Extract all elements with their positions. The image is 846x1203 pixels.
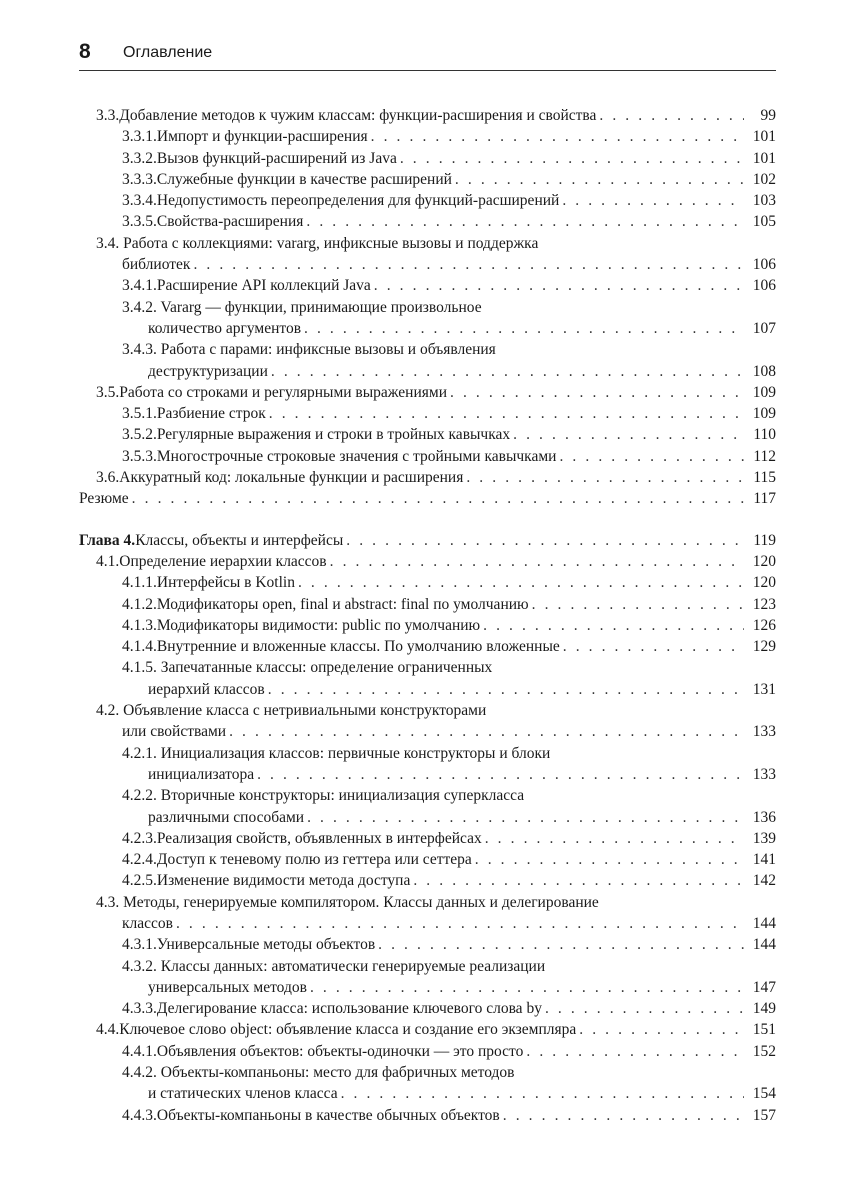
toc-entry-title: Классы данных: автоматически генерируемые реализации (160, 957, 546, 975)
toc-entry-number: 3.4.1. (122, 277, 157, 295)
toc-entry-page: 152 (752, 1042, 776, 1060)
toc-entry-title: Импорт и функции-расширения (156, 128, 368, 146)
toc-entry (79, 488, 776, 509)
toc-entry-title: Добавление методов к чужим классам: функции-расширения и свойства (119, 107, 597, 124)
toc-entry-page: 102 (752, 170, 776, 188)
toc-entry-title: Реализация свойств, объявленных в интерфейсах (156, 829, 482, 847)
toc-entry-page: 141 (752, 851, 776, 869)
toc-entry-title-continued: количество аргументов (148, 319, 302, 337)
toc-entry-number: 4.3.2. (122, 957, 157, 975)
toc-entry-number: 3.3. (96, 107, 120, 124)
toc-entry (79, 892, 776, 935)
toc-entry-number: 3.4. (96, 234, 120, 252)
toc-entry-title: Резюме (79, 490, 129, 508)
toc-entry-page: 151 (752, 1021, 776, 1039)
toc-entry-number: 3.5.3. (122, 447, 157, 465)
toc-entry-title: Модификаторы open, final и abstract: final по умолчанию (156, 595, 529, 613)
toc-entry (79, 657, 776, 700)
toc-entry (79, 339, 776, 382)
toc-entry-title: Регулярные выражения и строки в тройных кавычках (156, 426, 511, 444)
toc-entry-page: 110 (753, 426, 776, 444)
toc-entry-title-continued: инициализатора (148, 765, 255, 783)
toc-entry-page: 133 (752, 765, 776, 783)
toc-entry-number: 3.3.3. (122, 170, 157, 188)
toc-entry-title-continued: библиотек (122, 256, 191, 274)
toc-entry (79, 467, 776, 488)
toc-entry-title: Вторичные конструкторы: инициализация суперкласса (160, 787, 525, 805)
toc-entry (79, 403, 776, 424)
toc-entry-page: 149 (752, 1000, 776, 1018)
dot-leader (193, 254, 744, 275)
toc-entry-page: 147 (752, 978, 776, 996)
toc-entry-number: 4.1. (96, 552, 120, 570)
dot-leader (307, 807, 744, 828)
toc-entry-title: Изменение видимости метода доступа (156, 872, 411, 890)
toc-entry-title: Запечатанные классы: определение ограниченных (160, 659, 493, 677)
toc-entry-title-continued: и статических членов класса (148, 1085, 338, 1103)
toc-entry-title-continued: деструктуризации (148, 362, 268, 380)
toc-entry-title: Объекты-компаньоны в качестве обычных объектов (156, 1106, 500, 1124)
toc-entry-number: 3.3.5. (122, 213, 157, 231)
toc-entry-page: 123 (752, 595, 776, 613)
toc-entry-title-continued: или свойствами (122, 723, 227, 741)
dot-leader (450, 382, 744, 403)
toc-entry (79, 934, 776, 955)
toc-entry (79, 849, 776, 870)
toc-entry-number: 3.5.2. (122, 426, 157, 444)
toc-entry (79, 998, 776, 1019)
dot-leader (176, 913, 744, 934)
toc-entry-title: Инициализация классов: первичные конструкторы и блоки (160, 744, 551, 762)
dot-leader (563, 636, 744, 657)
toc-entry (79, 105, 776, 126)
dot-leader (371, 126, 744, 147)
toc-entry (79, 594, 776, 615)
dot-leader (513, 424, 744, 445)
toc-entry-number: 3.5. (96, 383, 120, 401)
toc-entry-page: 154 (752, 1085, 776, 1103)
toc-entry-number: 4.4.1. (122, 1042, 157, 1060)
toc-entry-page: 101 (752, 149, 776, 167)
toc-entry-page: 131 (752, 680, 776, 698)
toc-entry-title: Определение иерархии классов (119, 552, 327, 570)
toc-entry-number: 4.2.3. (122, 829, 157, 847)
dot-leader (562, 190, 744, 211)
toc-entry-title: Свойства-расширения (156, 213, 304, 231)
table-of-contents (79, 105, 776, 1126)
toc-entry-title: Недопустимость переопределения для функций-расширений (156, 192, 560, 210)
toc-entry-number: Глава 4. (79, 531, 136, 549)
toc-entry-number: 4.2.5. (122, 872, 157, 890)
toc-entry-page: 142 (752, 872, 776, 890)
running-title: Оглавление (123, 44, 213, 61)
toc-entry (79, 956, 776, 999)
toc-entry (79, 297, 776, 340)
dot-leader (298, 572, 744, 593)
dot-leader (475, 849, 744, 870)
dot-leader (374, 275, 744, 296)
toc-entry-page: 120 (752, 552, 776, 570)
toc-entry (79, 424, 776, 445)
toc-entry-number: 4.3. (96, 893, 120, 911)
toc-entry-page: 129 (752, 638, 776, 656)
dot-leader (341, 1083, 744, 1104)
toc-entry-page: 108 (752, 362, 776, 380)
dot-leader (526, 1041, 744, 1062)
toc-entry (79, 1041, 776, 1062)
toc-entry-page: 103 (752, 192, 776, 210)
toc-entry-title-continued: классов (122, 914, 173, 932)
toc-entry-number: 4.4.3. (122, 1106, 157, 1124)
toc-entry-number: 4.3.1. (122, 936, 157, 954)
toc-entry-title: Расширение API коллекций Java (156, 277, 371, 295)
dot-leader (466, 467, 744, 488)
toc-entry-title: Делегирование класса: использование ключевого слова by (156, 1000, 542, 1018)
toc-entry-page: 106 (752, 277, 776, 295)
toc-entry (79, 572, 776, 593)
toc-entry-title: Внутренние и вложенные классы. По умолчанию вложенные (156, 638, 560, 656)
dot-leader (306, 211, 744, 232)
dot-leader (304, 318, 744, 339)
toc-entry (79, 126, 776, 147)
toc-entry (79, 636, 776, 657)
toc-entry (79, 190, 776, 211)
toc-entry-title: Методы, генерируемые компилятором. Классы данных и делегирование (123, 893, 599, 911)
toc-entry-page: 120 (752, 574, 776, 592)
toc-entry-title: Работа с парами: инфиксные вызовы и объявления (160, 341, 496, 359)
toc-entry-page: 119 (753, 531, 776, 549)
dot-leader (413, 870, 744, 891)
toc-entry-title: Разбиение строк (156, 405, 266, 423)
dot-leader (545, 998, 744, 1019)
toc-entry-number: 3.6. (96, 469, 120, 487)
toc-chapter-entry (79, 530, 776, 551)
toc-entry-title: Доступ к теневому полю из геттера или сеттера (156, 851, 472, 869)
toc-entry-number: 4.1.4. (122, 638, 157, 656)
toc-entry (79, 700, 776, 743)
dot-leader (599, 105, 744, 126)
toc-entry-title: Работа с коллекциями: vararg, инфиксные вызовы и поддержка (123, 234, 539, 252)
running-header (79, 36, 776, 71)
toc-entry-title: Объявления объектов: объекты-одиночки — это просто (156, 1042, 524, 1060)
dot-leader (268, 679, 744, 700)
toc-entry-page: 112 (753, 447, 776, 465)
toc-entry-number: 3.3.2. (122, 149, 157, 167)
toc-entry-page: 117 (753, 490, 776, 508)
toc-entry-number: 4.2.2. (122, 787, 157, 805)
toc-entry-page: 105 (752, 213, 776, 231)
toc-entry-title-continued: иерархий классов (148, 680, 265, 698)
toc-entry-title: Работа со строками и регулярными выражениями (119, 383, 447, 401)
toc-entry-title: Служебные функции в качестве расширений (156, 170, 452, 188)
toc-entry (79, 446, 776, 467)
toc-entry-number: 4.1.1. (122, 574, 157, 592)
toc-entry-number: 3.3.1. (122, 128, 157, 146)
toc-entry (79, 1062, 776, 1105)
toc-entry (79, 148, 776, 169)
dot-leader (132, 488, 744, 509)
section-gap (79, 510, 776, 530)
dot-leader (229, 721, 744, 742)
toc-entry-title: Объекты-компаньоны: место для фабричных методов (160, 1064, 515, 1082)
page-number: 8 (79, 40, 91, 63)
toc-entry-number: 4.1.3. (122, 616, 157, 634)
toc-entry-page: 133 (752, 723, 776, 741)
toc-entry-number: 4.4. (96, 1021, 120, 1039)
toc-entry-number: 4.1.5. (122, 659, 157, 677)
toc-entry (79, 275, 776, 296)
dot-leader (400, 148, 744, 169)
toc-entry-page: 139 (752, 829, 776, 847)
toc-entry-number: 4.4.2. (122, 1064, 157, 1082)
toc-entry-title: Многострочные строковые значения с тройными кавычками (156, 447, 557, 465)
toc-entry-number: 4.2.4. (122, 851, 157, 869)
toc-entry (79, 743, 776, 786)
toc-entry-title-continued: универсальных методов (148, 978, 307, 996)
toc-entry-title: Модификаторы видимости: public по умолчанию (156, 616, 481, 634)
toc-entry-number: 4.2.1. (122, 744, 157, 762)
toc-entry-title: Вызов функций-расширений из Java (156, 149, 397, 167)
toc-entry (79, 828, 776, 849)
toc-entry-page: 115 (753, 469, 776, 487)
dot-leader (330, 551, 744, 572)
toc-entry-page: 126 (752, 616, 776, 634)
toc-entry-page: 144 (752, 936, 776, 954)
toc-entry-page: 106 (752, 256, 776, 274)
toc-entry-page: 157 (752, 1106, 776, 1124)
toc-entry (79, 1019, 776, 1040)
toc-entry (79, 785, 776, 828)
dot-leader (532, 594, 744, 615)
dot-leader (310, 977, 744, 998)
toc-entry-title: Ключевое слово object: объявление класса и создание его экземпляра (119, 1021, 577, 1039)
toc-entry-number: 3.4.2. (122, 298, 157, 316)
toc-entry (79, 211, 776, 232)
toc-entry (79, 1105, 776, 1126)
toc-entry (79, 870, 776, 891)
dot-leader (503, 1105, 744, 1126)
dot-leader (346, 530, 744, 551)
toc-entry-number: 4.3.3. (122, 1000, 157, 1018)
dot-leader (257, 764, 744, 785)
toc-entry (79, 233, 776, 276)
dot-leader (269, 403, 744, 424)
dot-leader (271, 361, 744, 382)
toc-entry-page: 107 (752, 319, 776, 337)
toc-entry (79, 615, 776, 636)
toc-entry-number: 4.2. (96, 702, 120, 720)
dot-leader (559, 446, 744, 467)
dot-leader (483, 615, 744, 636)
toc-entry-title-continued: различными способами (148, 808, 305, 826)
toc-entry-title: Объявление класса с нетривиальными конструкторами (123, 702, 487, 720)
toc-entry (79, 382, 776, 403)
toc-entry-number: 4.1.2. (122, 595, 157, 613)
toc-entry-number: 3.4.3. (122, 341, 157, 359)
toc-entry-title: Аккуратный код: локальные функции и расширения (119, 469, 464, 487)
toc-entry-page: 136 (752, 808, 776, 826)
toc-entry-page: 101 (752, 128, 776, 146)
toc-entry-page: 144 (752, 914, 776, 932)
toc-entry-page: 109 (752, 405, 776, 423)
toc-entry-title: Универсальные методы объектов (156, 936, 376, 954)
toc-entry-number: 3.3.4. (122, 192, 157, 210)
toc-entry (79, 169, 776, 190)
dot-leader (485, 828, 744, 849)
dot-leader (378, 934, 744, 955)
toc-entry-page: 109 (752, 383, 776, 401)
toc-entry-title: Vararg — функции, принимающие произвольное (160, 298, 482, 316)
toc-entry-title: Классы, объекты и интерфейсы (135, 531, 344, 549)
toc-entry-number: 3.5.1. (122, 405, 157, 423)
toc-entry (79, 551, 776, 572)
toc-entry-title: Интерфейсы в Kotlin (156, 574, 295, 592)
dot-leader (455, 169, 744, 190)
dot-leader (579, 1019, 744, 1040)
toc-entry-page: 99 (760, 107, 776, 124)
